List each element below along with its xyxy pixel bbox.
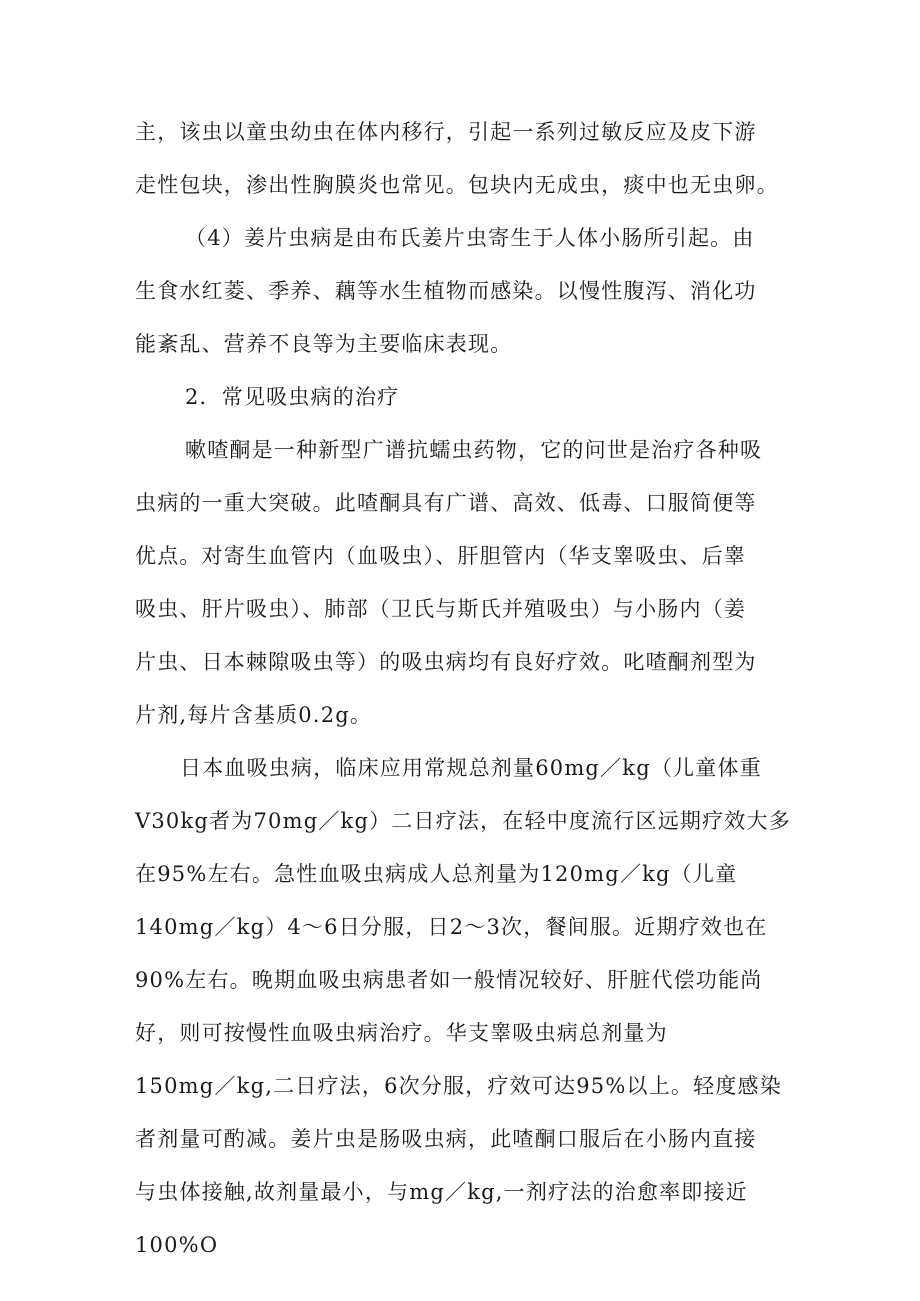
text-line: 虫病的一重大突破。此喳酮具有广谱、高效、低毒、口服简便等: [135, 491, 757, 515]
body-text: [135, 106, 795, 1272]
text-line: 嗽喳酮是一种新型广谱抗蠕虫药物，它的问世是治疗各种吸: [185, 438, 763, 462]
text-line: 片剂,每片含基质0.2g。: [135, 703, 373, 727]
text-line: 日本血吸虫病，临床应用常规总剂量60mg／kg（儿童体重: [180, 756, 762, 780]
text-line: 在95%左右。急性血吸虫病成人总剂量为120mg／kg（儿童: [135, 862, 738, 886]
text-line: 90%左右。晚期血吸虫病患者如一般情况较好、肝脏代偿功能尚: [135, 968, 763, 992]
text-line: 150mg／kg,二日疗法，6次分服，疗效可达95%以上。轻度感染: [135, 1074, 782, 1098]
text-line: 140mg／kg）4～6日分服，日2～3次，餐间服。近期疗效也在: [135, 915, 768, 939]
text-line: 100%O: [135, 1233, 219, 1257]
text-line: V30kg者为70mg／kg）二日疗法，在轻中度流行区远期疗效大多: [135, 809, 791, 833]
text-line: 主，该虫以童虫幼虫在体内移行，引起一系列过敏反应及皮下游: [135, 120, 757, 144]
text-line: 者剂量可酌减。姜片虫是肠吸虫病，此喳酮口服后在小肠内直接: [135, 1127, 757, 1151]
text-line: 生食水红菱、季养、藕等水生植物而感染。以慢性腹泻、消化功: [135, 279, 757, 303]
text-line: 好，则可按慢性血吸虫病治疗。华支睾吸虫病总剂量为: [135, 1021, 668, 1045]
text-line: （4）姜片虫病是由布氏姜片虫寄生于人体小肠所引起。由: [185, 226, 755, 250]
text-line: 走性包块，渗出性胸膜炎也常见。包块内无成虫，痰中也无虫卵。: [135, 173, 779, 197]
text-line: 与虫体接触,故剂量最小，与mg／kg,一剂疗法的治愈率即接近: [135, 1180, 748, 1204]
text-line: 片虫、日本棘隙吸虫等）的吸虫病均有良好疗效。叱喳酮剂型为: [135, 650, 757, 674]
text-line: 吸虫、肝片吸虫）、肺部（卫氏与斯氏并殖吸虫）与小肠内（姜: [135, 597, 747, 621]
section-heading: 2．常见吸虫病的治疗: [185, 385, 400, 409]
text-line: 能紊乱、营养不良等为主要临床表现。: [135, 332, 513, 356]
text-line: 优点。对寄生血管内（血吸虫）、肝胆管内（华支睾吸虫、后睾: [135, 544, 747, 568]
